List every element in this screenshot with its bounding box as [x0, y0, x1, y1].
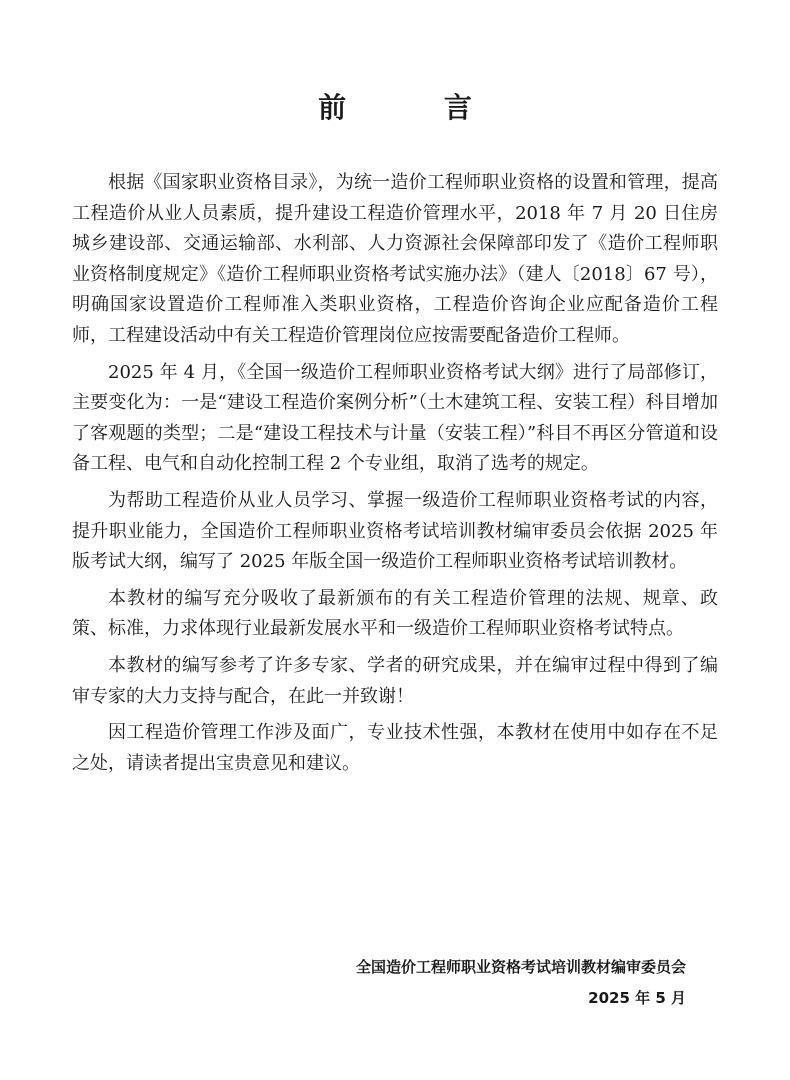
preface-body: [72, 168, 718, 785]
signature-organization: 全国造价工程师职业资格考试培训教材编审委员会: [355, 958, 686, 976]
page-title: 前 言: [318, 91, 516, 124]
paragraph-4: 本教材的编写充分吸收了最新颁布的有关工程造价管理的法规、规章、政策、标准，力求体现行业最新发展水平和一级造价工程师职业资格考试特点。: [72, 587, 718, 640]
paragraph-3: 为帮助工程造价从业人员学习、掌握一级造价工程师职业资格考试的内容，提升职业能力，全国造价工程师职业资格考试培训教材编审委员会依据 2025 年版考试大纲，编写了 2025 年版全国一级造价工程师职业资格考试培训教材。: [72, 489, 718, 573]
paragraph-1: 根据《国家职业资格目录》，为统一造价工程师职业资格的设置和管理，提高工程造价从业人员素质，提升建设工程造价管理水平，2018 年 7 月 20 日住房城乡建设部、交通运输部、水利部、人力资源社会保障部印发了《造价工程师职业资格制度规定》《造价工程师职业资格考试实施办法》（建人〔2018〕67 号），明确国家设置造价工程师准入类职业资格，工程造价咨询企业应配备造价工程师，工程建设活动中有关工程造价管理岗位应按需要配备造价工程师。: [72, 172, 718, 346]
paragraph-5: 本教材的编写参考了许多专家、学者的研究成果，并在编审过程中得到了编审专家的大力支持与配合，在此一并致谢！: [72, 654, 718, 707]
signature-date: 2025 年 5 月: [588, 989, 686, 1007]
paragraph-2: 2025 年 4 月，《全国一级造价工程师职业资格考试大纲》进行了局部修订，主要变化为：一是“建设工程造价案例分析”（土木建筑工程、安装工程）科目增加了客观题的类型；二是“建设工程技术与计量（安装工程）”科目不再区分管道和设备工程、电气和自动化控制工程 2 个专业组，取消了选考的规定。: [72, 361, 718, 475]
paragraph-6: 因工程造价管理工作涉及面广，专业技术性强，本教材在使用中如存在不足之处，请读者提出宝贵意见和建议。: [72, 722, 718, 774]
